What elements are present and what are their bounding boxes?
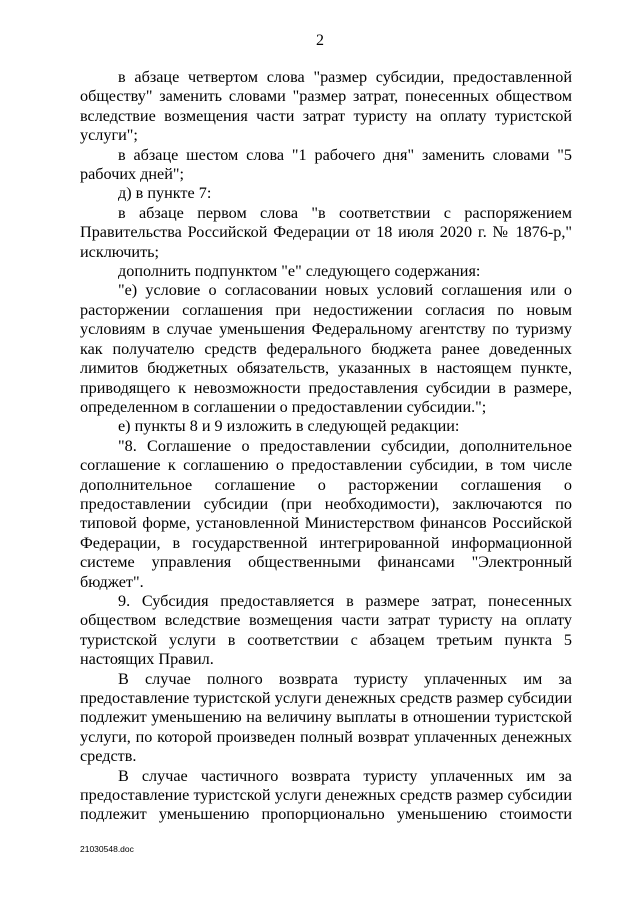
paragraph: д) в пункте 7: (118, 184, 212, 203)
document-body (80, 68, 572, 825)
paragraph: 9. Субсидия предоставляется в размере затрат, понесенных обществом вследствие возмещения части затрат туристу на оплату туристской услуги в соответствии с абзацем третьим пункта 5 настоящих Правил. (80, 591, 572, 669)
paragraph: "8. Соглашение о предоставлении субсидии, дополнительное соглашение к соглашению о предоставлении субсидии, в том числе дополнительное соглашение о расторжении соглашения о предоставлении субсидии (при необходимости), заключаются по типовой форме, установленной Министерством финансов Российской Федерации, в государственной интегрированной информационной системе управления общественными финансами "Электронный бюджет". (80, 436, 572, 591)
page-number: 2 (316, 32, 324, 49)
paragraph: "е) условие о согласовании новых условий соглашения или о расторжении соглашения при недостижении согласия по новым условиям в случае уменьшения Федеральному агентству по туризму как получателю средств федерального бюджета ранее доведенных лимитов бюджетных обязательств, указанных в настоящем пункте, приводящего к невозможности предоставления субсидии в размере, определенном в соглашении о предоставлении субсидии."; (80, 281, 572, 416)
paragraph: В случае частичного возврата туристу уплаченных им за предоставление туристской услуги денежных средств размер субсидии подлежит уменьшению пропорционально уменьшению стоимости (80, 766, 572, 824)
document-filename: 21030548.doc (80, 844, 134, 854)
paragraph: В случае полного возврата туристу уплаченных им за предоставление туристской услуги денежных средств размер субсидии подлежит уменьшению на величину выплаты в отношении туристской услуги, по которой произведен полный возврат уплаченных денежных средств. (80, 669, 572, 766)
paragraph: в абзаце шестом слова "1 рабочего дня" заменить словами "5 рабочих дней"; (80, 145, 572, 184)
paragraph: е) пункты 8 и 9 изложить в следующей редакции: (118, 417, 460, 436)
paragraph: в абзаце первом слова "в соответствии с распоряжением Правительства Российской Федерации от 18 июля 2020 г. № 1876-р," исключить; (80, 203, 572, 261)
paragraph: дополнить подпунктом "е" следующего содержания: (118, 262, 481, 281)
paragraph: в абзаце четвертом слова "размер субсидии, предоставленной обществу" заменить словами "размер затрат, понесенных обществом вследствие возмещения части затрат туристу на оплату туристской услуги"; (80, 68, 572, 145)
